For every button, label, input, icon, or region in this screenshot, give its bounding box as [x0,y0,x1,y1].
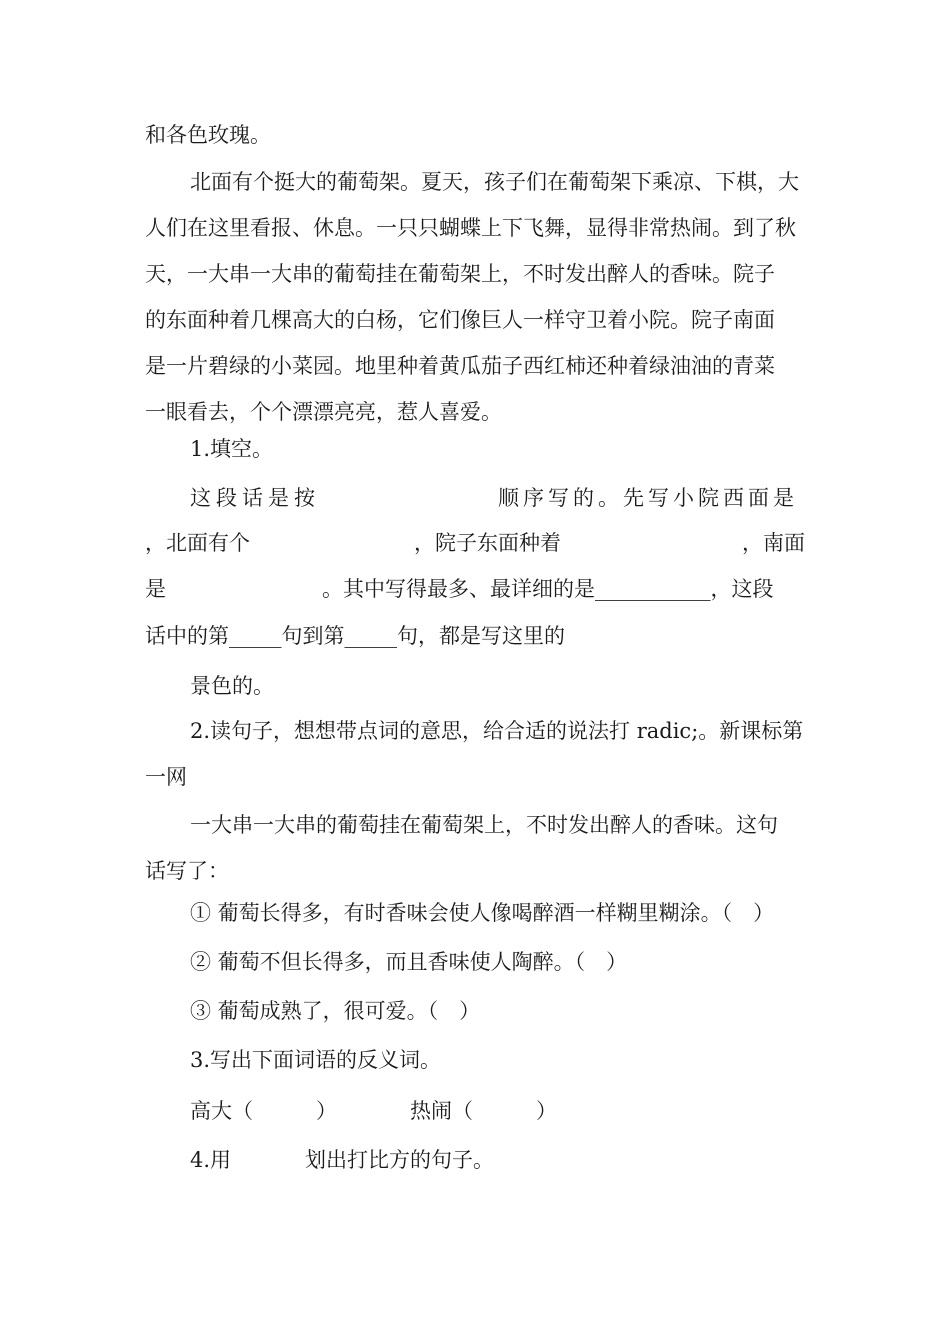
passage-line-4: 的东面种着几棵高大的白杨，它们像巨人一样守卫着小院。院子南面 [145,308,775,332]
q1-line4-text-b: 句到第 [281,624,345,648]
q2-title-cont: 一网 [145,765,187,789]
q1-line4-text-a: 话中的第 [145,624,229,648]
q1-line2-mid: ，院子东面种着 [414,531,561,555]
q2-sentence-cont: 话写了： [145,859,229,883]
q1-line2-end: ，南面 [742,531,805,555]
q1-line1-start: 这段话是按 [190,486,320,510]
q1-line2-start: ，北面有个 [145,531,250,555]
q1-line3-text: 。其中写得最多、最详细的是 [322,577,595,601]
q1-line3-mid [322,574,774,604]
q4-title-start: 4.用 [190,1148,232,1172]
q1-blank-end-sentence[interactable]: _____ [344,624,397,648]
q1-line3-tail: ，这段 [710,577,774,601]
passage-line-5: 是一片碧绿的小菜园。地里种着黄瓜茄子西红柿还种着绿油油的青菜 [145,354,775,378]
intro-tail: 和各色玫瑰。 [145,123,271,147]
q2-title: 2.读句子，想想带点词的意思，给合适的说法打 radic;。新课标第 [190,719,804,743]
passage-line-3: 天，一大串一大串的葡萄挂在葡萄架上，不时发出醉人的香味。院子 [145,262,775,286]
q1-line4 [145,621,565,651]
q2-option-2[interactable]: ② 葡萄不但长得多，而且香味使人陶醉。（ ） [190,950,628,974]
q3-word-1[interactable]: 高大（ ） [190,1099,337,1123]
passage-line-2: 人们在这里看报、休息。一只只蝴蝶上下飞舞，显得非常热闹。到了秋 [145,216,796,240]
q3-title: 3.写出下面词语的反义词。 [190,1048,442,1072]
q2-option-3[interactable]: ③ 葡萄成熟了，很可爱。（ ） [190,999,481,1023]
passage-line-6: 一眼看去，个个漂漂亮亮，惹人喜爱。 [145,400,502,424]
q1-line1-end: 顺序写的。先写小院西面是 [498,486,798,510]
passage-line-1: 北面有个挺大的葡萄架。夏天，孩子们在葡萄架下乘凉、下棋，大 [190,170,799,194]
q1-blank-start-sentence[interactable]: _____ [229,624,282,648]
q2-option-1[interactable]: ① 葡萄长得多，有时香味会使人像喝醉酒一样糊里糊涂。（ ） [190,901,775,925]
q3-word-2[interactable]: 热闹（ ） [410,1099,557,1123]
q2-sentence: 一大串一大串的葡萄挂在葡萄架上，不时发出醉人的香味。这句 [190,813,778,837]
q1-line5: 景色的。 [190,674,274,698]
q1-title: 1.填空。 [190,437,274,461]
q1-line4-text-c: 句，都是写这里的 [397,624,565,648]
q4-title-end: 划出打比方的句子。 [305,1148,494,1172]
q1-blank-most-detailed[interactable]: ___________ [595,577,711,601]
q1-line3-start: 是 [145,577,166,601]
